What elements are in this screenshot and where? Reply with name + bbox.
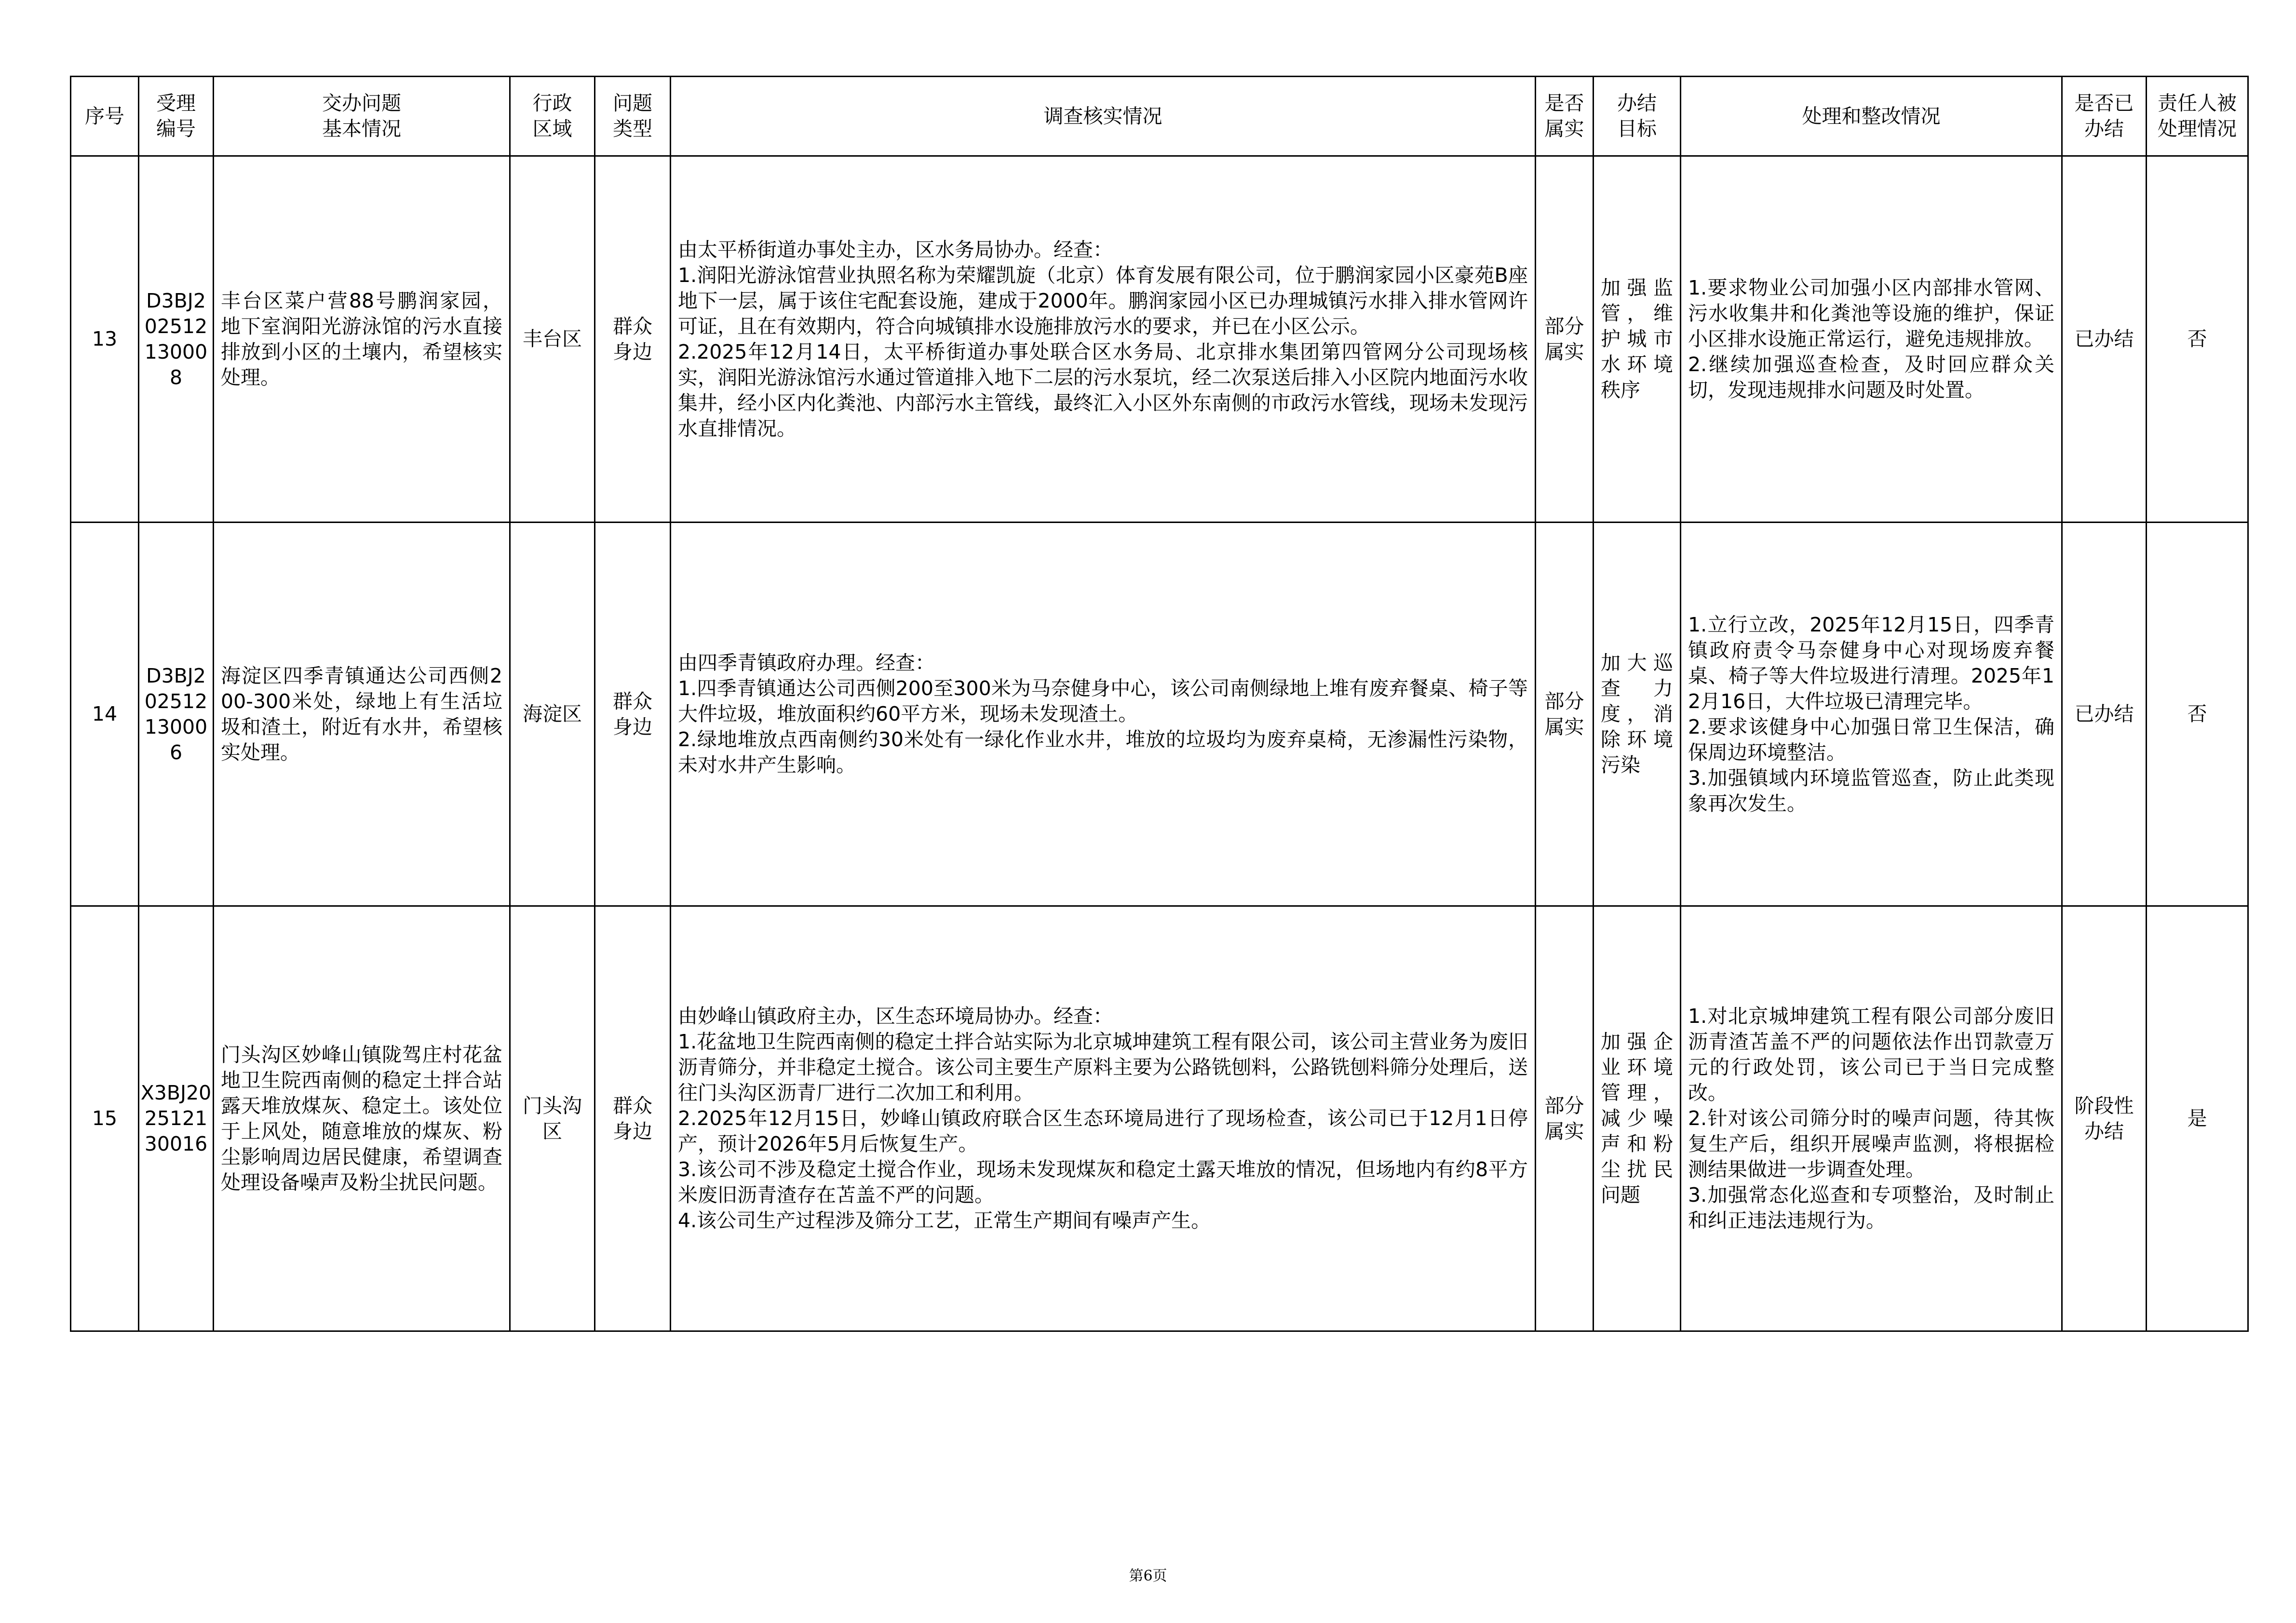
cell-investigation: 由妙峰山镇政府主办，区生态环境局协办。经查： 1.花盆地卫生院西南侧的稳定土拌合站实际为北京城坤建筑工程有限公司，该公司主营业务为废旧沥青筛分，并非稳定土搅合。该公司主要生产原料主要为公路铣刨料，公路铣刨料筛分处理后，送往门头沟区沥青厂进行二次加工和利用。 2.2025年12月15日，妙峰山镇政府联合区生态环境局进行了现场检查，该公司已于12月1日停产，预计2026年5月后恢复生产。 3.该公司不涉及稳定土搅合作业，现场未发现煤灰和稳定土露天堆放的情况，但场地内有约8平方米废旧沥青渣存在苫盖不严的问题。 4.该公司生产过程涉及筛分工艺，正常生产期间有噪声产生。 [671,906,1536,1331]
table-row [71,523,2248,906]
cell-type: 群众 身边 [595,523,671,906]
cell-district: 丰台区 [510,156,595,523]
cell-id: X3BJ20 25121 30016 [139,906,214,1331]
table-header-row [71,77,2248,156]
cell-closed: 已办结 [2062,523,2147,906]
header-goal: 办结 目标 [1594,77,1681,156]
cell-verified: 部分 属实 [1536,906,1594,1331]
header-district: 行政 区域 [510,77,595,156]
header-closed: 是否已 办结 [2062,77,2147,156]
cell-rectification: 1.对北京城坤建筑工程有限公司部分废旧沥青渣苫盖不严的问题依法作出罚款壹万元的行政处罚，该公司已于当日完成整改。 2.针对该公司筛分时的噪声问题，待其恢复生产后，组织开展噪声监测，将根据检测结果做进一步调查处理。 3.加强常态化巡查和专项整治，及时制止和纠正违法违规行为。 [1681,906,2062,1331]
header-seq: 序号 [71,77,139,156]
complaint-handling-table [70,76,2249,1332]
table-row [71,156,2248,523]
cell-district: 海淀区 [510,523,595,906]
cell-goal: 加大巡查力度，消除环境污染 [1594,523,1681,906]
cell-type: 群众 身边 [595,156,671,523]
cell-type: 群众 身边 [595,906,671,1331]
cell-closed: 已办结 [2062,156,2147,523]
cell-rectification: 1.立行立改，2025年12月15日，四季青镇政府责令马奈健身中心对现场废弃餐桌、椅子等大件垃圾进行清理。2025年12月16日，大件垃圾已清理完毕。 2.要求该健身中心加强日常卫生保洁，确保周边环境整洁。 3.加强镇域内环境监管巡查，防止此类现象再次发生。 [1681,523,2062,906]
cell-investigation: 由太平桥街道办事处主办，区水务局协办。经查： 1.润阳光游泳馆营业执照名称为荣耀凯旋（北京）体育发展有限公司，位于鹏润家园小区豪苑B座地下一层，属于该住宅配套设施，建成于2000年。鹏润家园小区已办理城镇污水排入排水管网许可证，且在有效期内，符合向城镇排水设施排放污水的要求，并已在小区公示。 2.2025年12月14日，太平桥街道办事处联合区水务局、北京排水集团第四管网分公司现场核实，润阳光游泳馆污水通过管道排入地下二层的污水泵坑，经二次泵送后排入小区院内地面污水收集井，经小区内化粪池、内部污水主管线，最终汇入小区外东南侧的市政污水管线，现场未发现污水直排情况。 [671,156,1536,523]
table-row [71,906,2248,1331]
cell-seq: 15 [71,906,139,1331]
cell-summary: 门头沟区妙峰山镇陇驾庄村花盆地卫生院西南侧的稳定土拌合站露天堆放煤灰、稳定土。该处位于上风处，随意堆放的煤灰、粉尘影响周边居民健康，希望调查处理设备噪声及粉尘扰民问题。 [214,906,510,1331]
header-verified: 是否 属实 [1536,77,1594,156]
cell-accountability: 否 [2147,523,2248,906]
cell-rectification: 1.要求物业公司加强小区内部排水管网、污水收集井和化粪池等设施的维护，保证小区排水设施正常运行，避免违规排放。 2.继续加强巡查检查，及时回应群众关切，发现违规排水问题及时处置。 [1681,156,2062,523]
cell-summary: 丰台区菜户营88号鹏润家园，地下室润阳光游泳馆的污水直接排放到小区的土壤内，希望核实处理。 [214,156,510,523]
cell-summary: 海淀区四季青镇通达公司西侧200-300米处，绿地上有生活垃圾和渣土，附近有水井，希望核实处理。 [214,523,510,906]
header-accountability: 责任人被 处理情况 [2147,77,2248,156]
cell-verified: 部分 属实 [1536,523,1594,906]
cell-goal: 加强企业环境管理，减少噪声和粉尘扰民问题 [1594,906,1681,1331]
cell-accountability: 否 [2147,156,2248,523]
cell-seq: 13 [71,156,139,523]
cell-closed: 阶段性 办结 [2062,906,2147,1331]
cell-district: 门头沟 区 [510,906,595,1331]
cell-goal: 加强监管，维护城市水环境秩序 [1594,156,1681,523]
cell-id: D3BJ2 02512 13000 6 [139,523,214,906]
cell-investigation: 由四季青镇政府办理。经查： 1.四季青镇通达公司西侧200至300米为马奈健身中心，该公司南侧绿地上堆有废弃餐桌、椅子等大件垃圾，堆放面积约60平方米，现场未发现渣土。 2.绿地堆放点西南侧约30米处有一绿化作业水井，堆放的垃圾均为废弃桌椅，无渗漏性污染物，未对水井产生影响。 [671,523,1536,906]
header-id: 受理 编号 [139,77,214,156]
cell-id: D3BJ2 02512 13000 8 [139,156,214,523]
header-rectification: 处理和整改情况 [1681,77,2062,156]
header-type: 问题 类型 [595,77,671,156]
cell-verified: 部分 属实 [1536,156,1594,523]
header-investigation: 调查核实情况 [671,77,1536,156]
cell-seq: 14 [71,523,139,906]
page-number: 第6页 [1129,1568,1167,1584]
cell-accountability: 是 [2147,906,2248,1331]
header-summary: 交办问题 基本情况 [214,77,510,156]
